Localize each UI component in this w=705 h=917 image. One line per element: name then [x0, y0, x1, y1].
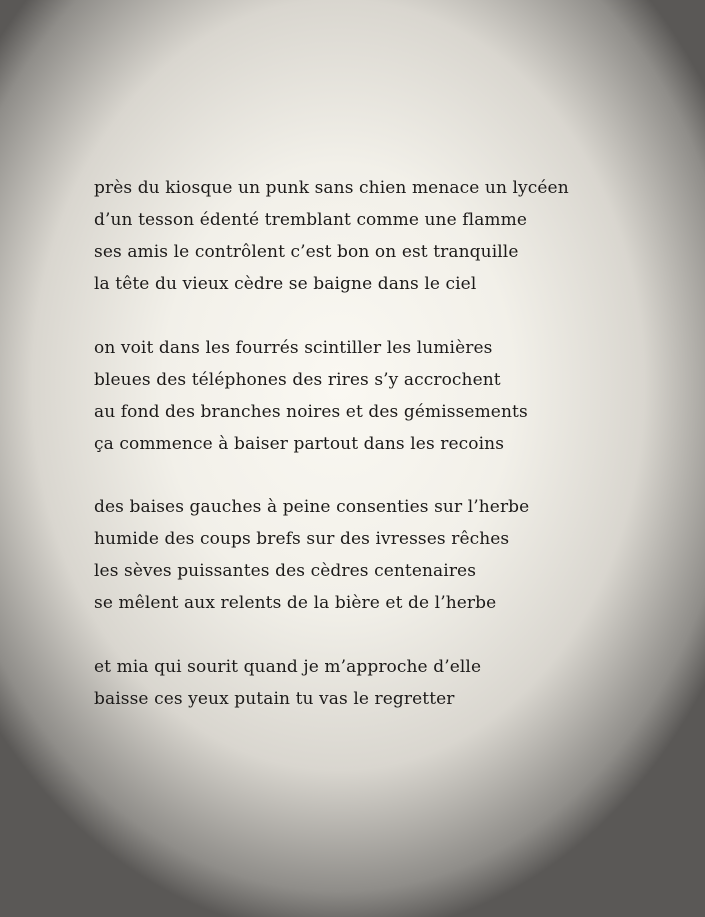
poem-line: la tête du vieux cèdre se baigne dans le ciel: [94, 274, 477, 294]
poem-line: se mêlent aux relents de la bière et de l’herbe: [94, 593, 497, 613]
poem-line: baisse ces yeux putain tu vas le regretter: [94, 688, 455, 709]
poem-text: [94, 172, 654, 746]
poem-line: au fond des branches noires et des gémissements: [94, 401, 528, 422]
stanza-2: [94, 332, 654, 460]
poem-line: bleues des téléphones des rires s’y accrochent: [94, 369, 501, 390]
poem-line: des baises gauches à peine consenties sur l’herbe: [94, 497, 530, 517]
stanza-3: [94, 491, 654, 619]
poem-line: ça commence à baiser partout dans les recoins: [94, 433, 505, 454]
poem-line: on voit dans les fourrés scintiller les lumières: [94, 337, 493, 358]
poem-line: d’un tesson édenté tremblant comme une flamme: [94, 210, 528, 230]
poem-line: ses amis le contrôlent c’est bon on est tranquille: [94, 242, 519, 262]
stanza-4: [94, 651, 654, 715]
poem-line: près du kiosque un punk sans chien menace un lycéen: [94, 178, 569, 198]
poem-line: humide des coups brefs sur des ivresses rêches: [94, 529, 510, 549]
poem-line: les sèves puissantes des cèdres centenaires: [94, 561, 477, 581]
poem-line: et mia qui sourit quand je m’approche d’elle: [94, 656, 482, 677]
stanza-1: [94, 172, 654, 300]
